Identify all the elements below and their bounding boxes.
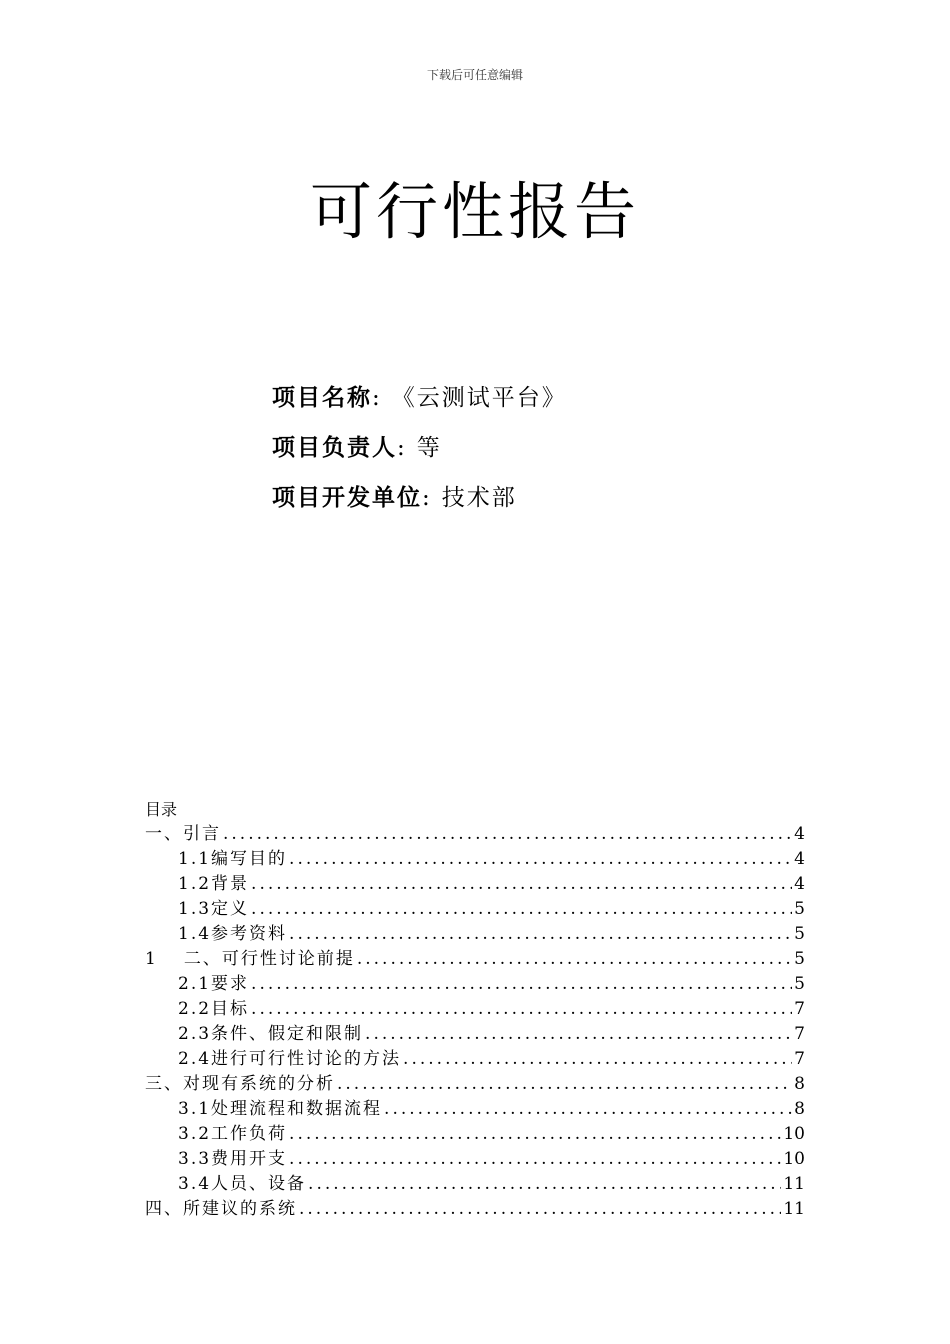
header-note: 下载后可任意编辑	[426, 68, 523, 82]
toc-entry[interactable]	[145, 972, 805, 997]
toc-entry-page: 11	[783, 1199, 805, 1219]
toc-entry-text: 四、所建议的系统	[145, 1199, 297, 1219]
toc-entry-number: 1	[145, 949, 156, 969]
toc-entry[interactable]	[145, 1097, 805, 1122]
toc-entry-text: 三、对现有系统的分析	[145, 1074, 335, 1094]
toc-heading: 目录	[145, 800, 178, 819]
project-name-row	[272, 380, 567, 430]
project-unit-row	[272, 480, 567, 530]
toc-dot-leader	[251, 997, 792, 1022]
toc-dot-leader	[251, 972, 792, 997]
toc-entry-page: 5	[794, 924, 805, 944]
toc-dot-leader	[384, 1097, 792, 1122]
toc-entry-page: 7	[794, 999, 805, 1019]
toc-dot-leader	[308, 1172, 781, 1197]
toc-entry-page: 5	[794, 899, 805, 919]
project-lead-row	[272, 430, 567, 480]
toc-entry[interactable]	[145, 1122, 805, 1147]
info-separator: :	[422, 485, 430, 511]
toc-dot-leader	[251, 897, 792, 922]
table-of-contents	[145, 798, 805, 1222]
toc-entry[interactable]	[145, 1172, 805, 1197]
toc-entry-page: 5	[794, 949, 805, 969]
toc-entry[interactable]	[145, 947, 805, 972]
info-separator: :	[397, 435, 405, 461]
toc-entry-text: 一、引言	[145, 824, 221, 844]
toc-entry-page: 5	[794, 974, 805, 994]
toc-entry[interactable]	[145, 847, 805, 872]
toc-entry-page: 4	[794, 874, 805, 894]
toc-entry-page: 8	[794, 1074, 805, 1094]
toc-entry-page: 7	[794, 1049, 805, 1069]
toc-dot-leader	[357, 947, 792, 972]
toc-dot-leader	[289, 1147, 781, 1172]
info-value: 等	[416, 435, 442, 461]
toc-dot-leader	[289, 847, 792, 872]
toc-entry-text: 3.3费用开支	[178, 1149, 288, 1169]
toc-dot-leader	[337, 1072, 792, 1097]
toc-dot-leader	[289, 922, 792, 947]
toc-entry[interactable]	[145, 1147, 805, 1172]
toc-entry[interactable]	[145, 1072, 805, 1097]
project-info	[272, 380, 567, 530]
info-separator: :	[372, 385, 380, 411]
toc-dot-leader	[289, 1122, 781, 1147]
toc-entry-text: 3.1处理流程和数据流程	[178, 1099, 383, 1119]
toc-entries	[145, 822, 805, 1222]
toc-entry[interactable]	[145, 1047, 805, 1072]
info-label: 项目负责人	[272, 435, 397, 461]
toc-entry-page: 7	[794, 1024, 805, 1044]
toc-entry-text: 二、可行性讨论前提	[183, 949, 355, 969]
toc-entry-text: 2.3条件、假定和限制	[178, 1024, 364, 1044]
info-value: 《云测试平台》	[391, 385, 567, 411]
toc-entry-text: 3.2工作负荷	[178, 1124, 288, 1144]
toc-entry-text: 1.3定义	[178, 899, 250, 919]
toc-dot-leader	[299, 1197, 781, 1222]
toc-entry[interactable]	[145, 997, 805, 1022]
toc-dot-leader	[403, 1047, 792, 1072]
toc-entry[interactable]	[145, 1197, 805, 1222]
toc-entry-text: 1.2背景	[178, 874, 250, 894]
toc-entry[interactable]	[145, 897, 805, 922]
toc-entry-text: 2.4进行可行性讨论的方法	[178, 1049, 402, 1069]
info-label: 项目开发单位	[272, 485, 422, 511]
info-label: 项目名称	[272, 385, 372, 411]
toc-entry-text: 2.1要求	[178, 974, 250, 994]
toc-entry-page: 11	[783, 1174, 805, 1194]
toc-entry-page: 10	[783, 1124, 805, 1144]
toc-entry[interactable]	[145, 922, 805, 947]
toc-entry-text: 1.1编写目的	[178, 849, 288, 869]
toc-entry-text: 1.4参考资料	[178, 924, 288, 944]
toc-dot-leader	[251, 872, 792, 897]
toc-entry-page: 4	[794, 849, 805, 869]
toc-entry-page: 8	[794, 1099, 805, 1119]
toc-entry-text: 3.4人员、设备	[178, 1174, 307, 1194]
toc-entry[interactable]	[145, 822, 805, 847]
toc-entry-page: 4	[794, 824, 805, 844]
toc-entry[interactable]	[145, 1022, 805, 1047]
info-value: 技术部	[441, 485, 517, 511]
toc-entry[interactable]	[145, 872, 805, 897]
toc-entry-page: 10	[783, 1149, 805, 1169]
document-title: 可行性报告	[309, 175, 640, 248]
toc-dot-leader	[365, 1022, 792, 1047]
toc-entry-text: 2.2目标	[178, 999, 250, 1019]
toc-dot-leader	[223, 822, 792, 847]
